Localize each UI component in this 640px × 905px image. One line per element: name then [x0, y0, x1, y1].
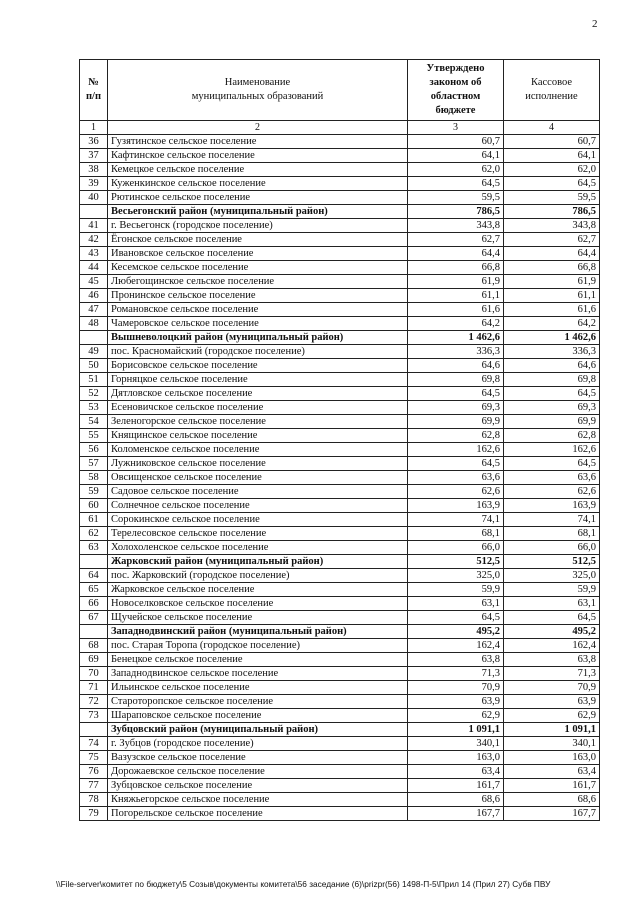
municipality-name: Новоселковское сельское поселение [108, 597, 408, 611]
approved-amount: 343,8 [408, 219, 504, 233]
municipality-name: Княжьегорское сельское поселение [108, 793, 408, 807]
municipality-name: Пронинское сельское поселение [108, 289, 408, 303]
approved-amount: 62,8 [408, 429, 504, 443]
approved-amount: 163,9 [408, 499, 504, 513]
table-row [80, 583, 600, 597]
municipality-name: Коломенское сельское поселение [108, 443, 408, 457]
row-number: 37 [80, 149, 108, 163]
executed-amount: 64,1 [504, 149, 600, 163]
row-number: 39 [80, 177, 108, 191]
row-number: 78 [80, 793, 108, 807]
row-number: 62 [80, 527, 108, 541]
municipality-name: Вышневолоцкий район (муниципальный район) [108, 331, 408, 345]
executed-amount: 64,6 [504, 359, 600, 373]
municipality-name: Куженкинское сельское поселение [108, 177, 408, 191]
table-row [80, 471, 600, 485]
approved-amount: 340,1 [408, 737, 504, 751]
table-row [80, 709, 600, 723]
municipality-name: пос. Старая Торопа (городское поселение) [108, 639, 408, 653]
executed-amount: 61,6 [504, 303, 600, 317]
table-row [80, 499, 600, 513]
executed-amount: 63,6 [504, 471, 600, 485]
approved-amount: 62,0 [408, 163, 504, 177]
approved-amount: 63,6 [408, 471, 504, 485]
approved-amount: 61,1 [408, 289, 504, 303]
row-number: 47 [80, 303, 108, 317]
executed-amount: 63,9 [504, 695, 600, 709]
executed-amount: 325,0 [504, 569, 600, 583]
header-num: № п/п [80, 60, 108, 121]
approved-amount: 64,4 [408, 247, 504, 261]
table-row [80, 415, 600, 429]
row-number: 52 [80, 387, 108, 401]
municipality-name: Зубцовское сельское поселение [108, 779, 408, 793]
header-approved: Утверждено законом об областном бюджете [408, 60, 504, 121]
municipality-name: Кемецкое сельское поселение [108, 163, 408, 177]
municipality-name: Западнодвинский район (муниципальный район) [108, 625, 408, 639]
header-executed: Кассовое исполнение [504, 60, 600, 121]
executed-amount: 64,2 [504, 317, 600, 331]
municipality-name: Есеновичское сельское поселение [108, 401, 408, 415]
row-number: 75 [80, 751, 108, 765]
table-row [80, 765, 600, 779]
executed-amount: 59,9 [504, 583, 600, 597]
row-number [80, 205, 108, 219]
municipality-name: Ивановское сельское поселение [108, 247, 408, 261]
approved-amount: 63,9 [408, 695, 504, 709]
approved-amount: 74,1 [408, 513, 504, 527]
approved-amount: 64,5 [408, 457, 504, 471]
table-row [80, 569, 600, 583]
approved-amount: 163,0 [408, 751, 504, 765]
approved-amount: 68,6 [408, 793, 504, 807]
row-number: 43 [80, 247, 108, 261]
table-row [80, 807, 600, 821]
approved-amount: 162,6 [408, 443, 504, 457]
approved-amount: 61,9 [408, 275, 504, 289]
table-row [80, 359, 600, 373]
row-number: 51 [80, 373, 108, 387]
approved-amount: 336,3 [408, 345, 504, 359]
row-number [80, 723, 108, 737]
row-number [80, 625, 108, 639]
row-number: 72 [80, 695, 108, 709]
district-total-row [80, 625, 600, 639]
row-number: 42 [80, 233, 108, 247]
table-row [80, 457, 600, 471]
table-row [80, 149, 600, 163]
executed-amount: 162,6 [504, 443, 600, 457]
approved-amount: 69,9 [408, 415, 504, 429]
executed-amount: 167,7 [504, 807, 600, 821]
municipality-name: Кафтинское сельское поселение [108, 149, 408, 163]
district-total-row [80, 331, 600, 345]
row-number: 63 [80, 541, 108, 555]
row-number [80, 331, 108, 345]
municipality-name: Дятловское сельское поселение [108, 387, 408, 401]
approved-amount: 71,3 [408, 667, 504, 681]
approved-amount: 161,7 [408, 779, 504, 793]
executed-amount: 495,2 [504, 625, 600, 639]
approved-amount: 64,5 [408, 387, 504, 401]
municipality-name: Овсищенское сельское поселение [108, 471, 408, 485]
row-number: 55 [80, 429, 108, 443]
district-total-row [80, 205, 600, 219]
executed-amount: 70,9 [504, 681, 600, 695]
table-row [80, 135, 600, 149]
row-number: 61 [80, 513, 108, 527]
table-row [80, 373, 600, 387]
table-row [80, 233, 600, 247]
row-number: 71 [80, 681, 108, 695]
municipality-name: Горняцкое сельское поселение [108, 373, 408, 387]
page-number: 2 [592, 18, 598, 30]
approved-amount: 167,7 [408, 807, 504, 821]
municipality-name: Щучейское сельское поселение [108, 611, 408, 625]
executed-amount: 163,9 [504, 499, 600, 513]
executed-amount: 68,1 [504, 527, 600, 541]
municipality-name: Весьегонский район (муниципальный район) [108, 205, 408, 219]
column-index: 2 [108, 121, 408, 135]
table-row [80, 247, 600, 261]
column-index: 3 [408, 121, 504, 135]
municipality-name: Борисовское сельское поселение [108, 359, 408, 373]
table-row [80, 779, 600, 793]
row-number: 68 [80, 639, 108, 653]
table-row [80, 667, 600, 681]
municipality-name: Любегощинское сельское поселение [108, 275, 408, 289]
approved-amount: 70,9 [408, 681, 504, 695]
row-number: 70 [80, 667, 108, 681]
approved-amount: 62,9 [408, 709, 504, 723]
approved-amount: 69,8 [408, 373, 504, 387]
municipality-name: Погорельское сельское поселение [108, 807, 408, 821]
municipality-name: Зеленогорское сельское поселение [108, 415, 408, 429]
table-row [80, 163, 600, 177]
approved-amount: 64,5 [408, 611, 504, 625]
column-index: 4 [504, 121, 600, 135]
executed-amount: 62,6 [504, 485, 600, 499]
row-number: 64 [80, 569, 108, 583]
table-row [80, 653, 600, 667]
row-number: 40 [80, 191, 108, 205]
table-row [80, 611, 600, 625]
row-number: 54 [80, 415, 108, 429]
approved-amount: 68,1 [408, 527, 504, 541]
municipality-name: Солнечное сельское поселение [108, 499, 408, 513]
municipality-name: Кесемское сельское поселение [108, 261, 408, 275]
executed-amount: 64,5 [504, 457, 600, 471]
municipality-name: г. Зубцов (городское поселение) [108, 737, 408, 751]
approved-amount: 63,1 [408, 597, 504, 611]
row-number: 49 [80, 345, 108, 359]
row-number: 79 [80, 807, 108, 821]
approved-amount: 64,6 [408, 359, 504, 373]
district-total-row [80, 723, 600, 737]
row-number: 46 [80, 289, 108, 303]
municipality-name: Романовское сельское поселение [108, 303, 408, 317]
municipality-name: Гузятинское сельское поселение [108, 135, 408, 149]
table-row [80, 177, 600, 191]
executed-amount: 61,1 [504, 289, 600, 303]
executed-amount: 62,0 [504, 163, 600, 177]
row-number: 58 [80, 471, 108, 485]
municipality-name: Жарковское сельское поселение [108, 583, 408, 597]
executed-amount: 71,3 [504, 667, 600, 681]
row-number: 60 [80, 499, 108, 513]
approved-amount: 62,6 [408, 485, 504, 499]
municipality-name: Чамеровское сельское поселение [108, 317, 408, 331]
row-number: 45 [80, 275, 108, 289]
row-number: 59 [80, 485, 108, 499]
municipality-name: Бенецкое сельское поселение [108, 653, 408, 667]
municipality-name: Шараповское сельское поселение [108, 709, 408, 723]
header-name: Наименование муниципальных образований [108, 60, 408, 121]
table-row [80, 541, 600, 555]
executed-amount: 1 091,1 [504, 723, 600, 737]
executed-amount: 336,3 [504, 345, 600, 359]
row-number: 73 [80, 709, 108, 723]
municipality-name: Ильинское сельское поселение [108, 681, 408, 695]
executed-amount: 61,9 [504, 275, 600, 289]
approved-amount: 63,4 [408, 765, 504, 779]
municipality-name: Жарковский район (муниципальный район) [108, 555, 408, 569]
table-row [80, 387, 600, 401]
executed-amount: 161,7 [504, 779, 600, 793]
district-total-row [80, 555, 600, 569]
approved-amount: 512,5 [408, 555, 504, 569]
executed-amount: 64,5 [504, 611, 600, 625]
row-number: 36 [80, 135, 108, 149]
row-number: 67 [80, 611, 108, 625]
row-number: 77 [80, 779, 108, 793]
table-row [80, 485, 600, 499]
executed-amount: 62,7 [504, 233, 600, 247]
table-row [80, 695, 600, 709]
approved-amount: 66,0 [408, 541, 504, 555]
table-row [80, 597, 600, 611]
column-index: 1 [80, 121, 108, 135]
table-row [80, 345, 600, 359]
approved-amount: 64,2 [408, 317, 504, 331]
executed-amount: 340,1 [504, 737, 600, 751]
municipality-name: пос. Жарковский (городское поселение) [108, 569, 408, 583]
executed-amount: 63,8 [504, 653, 600, 667]
row-number: 56 [80, 443, 108, 457]
municipality-name: Сорокинское сельское поселение [108, 513, 408, 527]
column-index-row [80, 121, 600, 135]
approved-amount: 62,7 [408, 233, 504, 247]
table-row [80, 219, 600, 233]
table-row [80, 261, 600, 275]
executed-amount: 59,5 [504, 191, 600, 205]
row-number: 41 [80, 219, 108, 233]
executed-amount: 64,5 [504, 177, 600, 191]
approved-amount: 59,9 [408, 583, 504, 597]
table-row [80, 639, 600, 653]
row-number: 44 [80, 261, 108, 275]
executed-amount: 64,5 [504, 387, 600, 401]
executed-amount: 69,3 [504, 401, 600, 415]
municipality-name: Лужниковское сельское поселение [108, 457, 408, 471]
table-row [80, 793, 600, 807]
municipality-name: Зубцовский район (муниципальный район) [108, 723, 408, 737]
executed-amount: 62,8 [504, 429, 600, 443]
table-row [80, 443, 600, 457]
table-row [80, 275, 600, 289]
municipality-name: г. Весьегонск (городское поселение) [108, 219, 408, 233]
row-number: 57 [80, 457, 108, 471]
executed-amount: 66,0 [504, 541, 600, 555]
approved-amount: 69,3 [408, 401, 504, 415]
municipality-name: Холохоленское сельское поселение [108, 541, 408, 555]
municipality-name: Западнодвинское сельское поселение [108, 667, 408, 681]
table-row [80, 289, 600, 303]
executed-amount: 74,1 [504, 513, 600, 527]
row-number: 74 [80, 737, 108, 751]
executed-amount: 1 462,6 [504, 331, 600, 345]
executed-amount: 343,8 [504, 219, 600, 233]
municipality-name: Садовое сельское поселение [108, 485, 408, 499]
executed-amount: 68,6 [504, 793, 600, 807]
row-number: 76 [80, 765, 108, 779]
approved-amount: 60,7 [408, 135, 504, 149]
table-row [80, 681, 600, 695]
approved-amount: 59,5 [408, 191, 504, 205]
row-number [80, 555, 108, 569]
approved-amount: 63,8 [408, 653, 504, 667]
executed-amount: 63,1 [504, 597, 600, 611]
row-number: 69 [80, 653, 108, 667]
table-header-row [80, 60, 600, 121]
municipality-name: Рютинское сельское поселение [108, 191, 408, 205]
file-path-footer: \\File-server\комитет по бюджету\5 Созыв\документы комитета\56 заседание (6)\prizpr(56) 1498-П-5\Прил 14 (Прил 27) Субв ПВУ [56, 879, 551, 889]
approved-amount: 64,5 [408, 177, 504, 191]
executed-amount: 66,8 [504, 261, 600, 275]
table-row [80, 429, 600, 443]
municipality-name: Ёгонское сельское поселение [108, 233, 408, 247]
approved-amount: 61,6 [408, 303, 504, 317]
executed-amount: 512,5 [504, 555, 600, 569]
executed-amount: 69,8 [504, 373, 600, 387]
approved-amount: 786,5 [408, 205, 504, 219]
approved-amount: 162,4 [408, 639, 504, 653]
table-row [80, 401, 600, 415]
executed-amount: 63,4 [504, 765, 600, 779]
municipality-name: пос. Красномайский (городское поселение) [108, 345, 408, 359]
approved-amount: 64,1 [408, 149, 504, 163]
table-row [80, 303, 600, 317]
approved-amount: 325,0 [408, 569, 504, 583]
table-row [80, 513, 600, 527]
municipality-name: Вазузское сельское поселение [108, 751, 408, 765]
row-number: 53 [80, 401, 108, 415]
budget-table [79, 59, 600, 821]
table-row [80, 317, 600, 331]
table-row [80, 527, 600, 541]
approved-amount: 1 091,1 [408, 723, 504, 737]
municipality-name: Княщинское сельское поселение [108, 429, 408, 443]
executed-amount: 64,4 [504, 247, 600, 261]
row-number: 48 [80, 317, 108, 331]
municipality-name: Дорожаевское сельское поселение [108, 765, 408, 779]
table-row [80, 751, 600, 765]
table-row [80, 191, 600, 205]
table-row [80, 737, 600, 751]
row-number: 50 [80, 359, 108, 373]
table-body [80, 135, 600, 821]
executed-amount: 60,7 [504, 135, 600, 149]
approved-amount: 66,8 [408, 261, 504, 275]
approved-amount: 1 462,6 [408, 331, 504, 345]
executed-amount: 786,5 [504, 205, 600, 219]
row-number: 38 [80, 163, 108, 177]
row-number: 65 [80, 583, 108, 597]
municipality-name: Терелесовское сельское поселение [108, 527, 408, 541]
executed-amount: 62,9 [504, 709, 600, 723]
executed-amount: 163,0 [504, 751, 600, 765]
executed-amount: 69,9 [504, 415, 600, 429]
executed-amount: 162,4 [504, 639, 600, 653]
municipality-name: Староторопское сельское поселение [108, 695, 408, 709]
row-number: 66 [80, 597, 108, 611]
approved-amount: 495,2 [408, 625, 504, 639]
